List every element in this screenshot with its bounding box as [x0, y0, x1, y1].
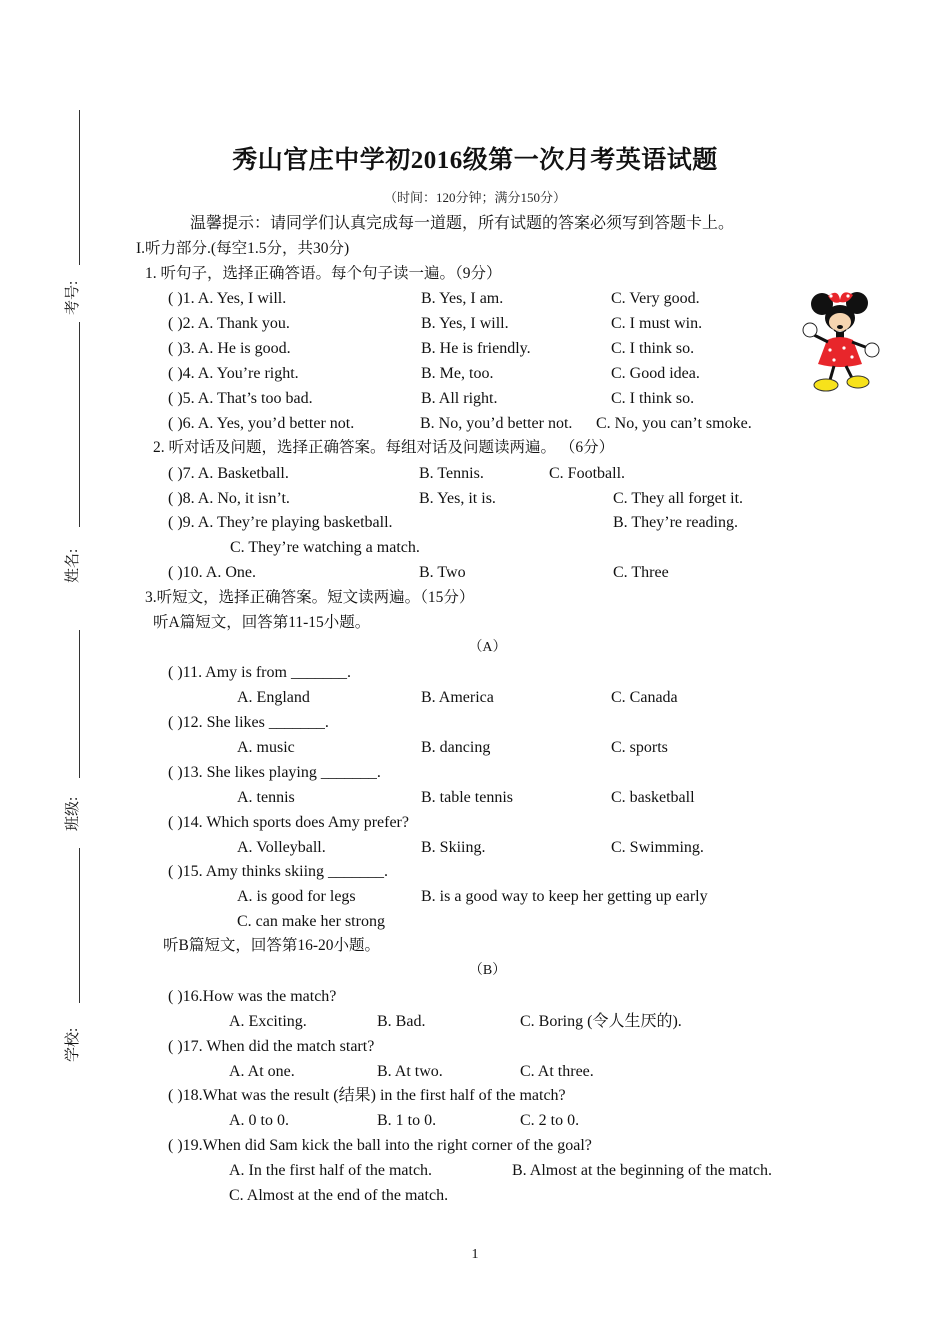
q11-option-b: B. America	[421, 689, 494, 706]
q12-option-a: A. music	[237, 739, 295, 756]
q1-option-b: B. Yes, I am.	[421, 290, 504, 307]
q17-option-a: A. At one.	[229, 1063, 295, 1080]
q1-stem: ( )1. A. Yes, I will.	[168, 290, 287, 307]
q11-stem: ( )11. Amy is from _______.	[168, 664, 351, 681]
q18-option-b: B. 1 to 0.	[377, 1112, 437, 1129]
part1-heading: I.听力部分.(每空1.5分，共30分)	[136, 240, 350, 257]
q10-stem: ( )10. A. One.	[168, 564, 256, 581]
q17-option-c: C. At three.	[520, 1063, 594, 1080]
q3-option-b: B. He is friendly.	[421, 340, 531, 357]
q13-option-b: B. table tennis	[421, 789, 513, 806]
q4-option-c: C. Good idea.	[611, 365, 700, 382]
q3-option-c: C. I think so.	[611, 340, 695, 357]
q17-option-b: B. At two.	[377, 1063, 443, 1080]
passage-a-intro: 听A篇短文，回答第11-15小题。	[153, 614, 371, 631]
cartoon-mouse-illustration	[800, 290, 882, 394]
section2-heading: 2. 听对话及问题，选择正确答案。每组对话及问题读两遍。 （6分）	[153, 439, 615, 456]
q15-option-a: A. is good for legs	[237, 888, 356, 905]
q2-option-b: B. Yes, I will.	[421, 315, 509, 332]
q18-option-c: C. 2 to 0.	[520, 1112, 580, 1129]
margin-line-2	[79, 322, 80, 527]
q7-option-b: B. Tennis.	[419, 465, 484, 482]
q6-stem: ( )6. A. Yes, you’d better not.	[168, 415, 355, 432]
q12-stem: ( )12. She likes _______.	[168, 714, 329, 731]
q14-option-c: C. Swimming.	[611, 839, 704, 856]
q16-option-b: B. Bad.	[377, 1013, 426, 1030]
exam-time-score: （时间：120分钟；满分150分）	[383, 190, 566, 205]
name-label: 姓名:	[65, 548, 81, 583]
q8-option-c: C. They all forget it.	[613, 490, 744, 507]
q10-option-b: B. Two	[419, 564, 466, 581]
exam-no-label: 考号:	[65, 280, 81, 315]
q16-option-c: C. Boring (令人生厌的).	[520, 1013, 682, 1030]
q16-option-a: A. Exciting.	[229, 1013, 307, 1030]
q14-option-b: B. Skiing.	[421, 839, 486, 856]
q6-option-c: C. No, you can’t smoke.	[596, 415, 752, 432]
q12-option-c: C. sports	[611, 739, 668, 756]
q16-stem: ( )16.How was the match?	[168, 988, 337, 1005]
q9-stem: ( )9. A. They’re playing basketball.	[168, 514, 393, 531]
q1-option-c: C. Very good.	[611, 290, 700, 307]
q15-stem: ( )15. Amy thinks skiing _______.	[168, 863, 389, 880]
q18-stem: ( )18.What was the result (结果) in the first half of the match?	[168, 1087, 566, 1104]
q3-stem: ( )3. A. He is good.	[168, 340, 291, 357]
q5-stem: ( )5. A. That’s too bad.	[168, 390, 313, 407]
passage-a-label: （A）	[468, 640, 507, 655]
q9-option-c: C. They’re watching a match.	[230, 539, 420, 556]
q15-option-b: B. is a good way to keep her getting up early	[421, 888, 708, 905]
school-label: 学校:	[65, 1027, 81, 1062]
q12-option-b: B. dancing	[421, 739, 491, 756]
q5-option-c: C. I think so.	[611, 390, 695, 407]
section1-heading: 1. 听句子，选择正确答语。每个句子读一遍。（9分）	[145, 265, 502, 282]
q14-stem: ( )14. Which sports does Amy prefer?	[168, 814, 409, 831]
q10-option-c: C. Three	[613, 564, 669, 581]
q4-stem: ( )4. A. You’re right.	[168, 365, 299, 382]
q19-stem: ( )19.When did Sam kick the ball into the right corner of the goal?	[168, 1137, 592, 1154]
q9-option-b: B. They’re reading.	[613, 514, 738, 531]
q17-stem: ( )17. When did the match start?	[168, 1038, 375, 1055]
q13-stem: ( )13. She likes playing _______.	[168, 764, 381, 781]
q7-stem: ( )7. A. Basketball.	[168, 465, 289, 482]
q2-stem: ( )2. A. Thank you.	[168, 315, 290, 332]
margin-line-1	[79, 110, 80, 265]
q7-option-c: C. Football.	[549, 465, 626, 482]
q13-option-c: C. basketball	[611, 789, 695, 806]
q19-option-c: C. Almost at the end of the match.	[229, 1187, 449, 1204]
q2-option-c: C. I must win.	[611, 315, 703, 332]
q5-option-b: B. All right.	[421, 390, 498, 407]
q15-option-c: C. can make her strong	[237, 913, 385, 930]
page-title: 秀山官庄中学初2016级第一次月考英语试题	[232, 147, 718, 174]
page-number: 1	[471, 1247, 479, 1262]
q13-option-a: A. tennis	[237, 789, 295, 806]
q8-option-b: B. Yes, it is.	[419, 490, 496, 507]
q6-option-b: B. No, you’d better not.	[420, 415, 573, 432]
section3-heading: 3.听短文，选择正确答案。短文读两遍。（15分）	[145, 589, 475, 606]
instructions-tip: 温馨提示：请同学们认真完成每一道题，所有试题的答案必须写到答题卡上。	[190, 215, 735, 232]
q8-stem: ( )8. A. No, it isn’t.	[168, 490, 290, 507]
class-label: 班级:	[65, 796, 81, 831]
q11-option-a: A. England	[237, 689, 310, 706]
passage-b-intro: 听B篇短文，回答第16-20小题。	[163, 937, 381, 954]
q14-option-a: A. Volleyball.	[237, 839, 326, 856]
q18-option-a: A. 0 to 0.	[229, 1112, 289, 1129]
passage-b-label: （B）	[468, 963, 507, 978]
q19-option-a: A. In the first half of the match.	[229, 1162, 433, 1179]
q4-option-b: B. Me, too.	[421, 365, 494, 382]
q19-option-b: B. Almost at the beginning of the match.	[512, 1162, 772, 1179]
q11-option-c: C. Canada	[611, 689, 678, 706]
